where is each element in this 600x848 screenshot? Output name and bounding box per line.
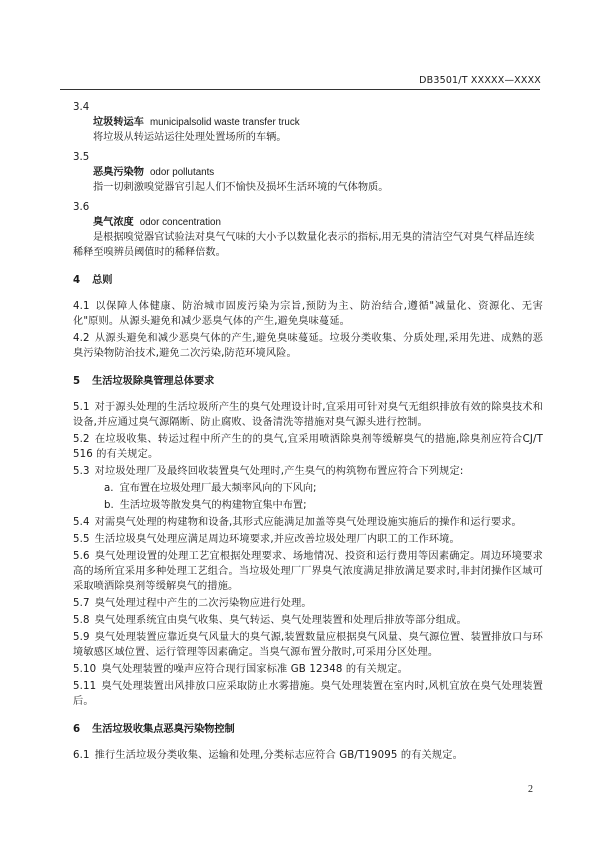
section-number: 5 [73, 376, 81, 387]
term-name-en: odor concentration [139, 217, 221, 228]
clause [73, 515, 543, 530]
clause [73, 630, 543, 660]
clause-number: 6.1 [73, 750, 90, 761]
clause-text: 以保障人体健康、防治城市固废污染为宗旨,预防为主、防治结合,遵循"减量化、资源化、无害化"原则。从源头避免和减少恶臭气体的产生,避免臭味蔓延。 [73, 301, 543, 327]
clause [73, 613, 543, 628]
clause-number: 5.9 [73, 632, 90, 643]
section-title: 生活垃圾除臭管理总体要求 [92, 376, 215, 387]
clause-number: 5.3 [73, 466, 90, 477]
term-name-en: odor pollutants [149, 167, 215, 178]
page-number: 2 [528, 784, 533, 795]
term-name-cn: 臭气浓度 [93, 217, 134, 228]
term-number: 3.5 [73, 152, 90, 163]
clause [73, 331, 543, 361]
section-number: 4 [73, 275, 81, 286]
clause-number: 5.7 [73, 598, 90, 609]
section-title: 总则 [92, 275, 113, 286]
clause-text: 臭气处理过程中产生的二次污染物应进行处理。 [94, 598, 312, 609]
term-definition: 指一切刺激嗅觉器官引起人们不愉快及损坏生活环境的气体物质。 [93, 182, 389, 193]
clause-text: 臭气处理装置的噪声应符合现行国家标准 GB 12348 的有关规定。 [101, 664, 408, 675]
clause-text: 生活垃圾臭气处理应满足周边环境要求,并应改善垃圾处理厂内职工的工作环境。 [94, 534, 460, 545]
clause [73, 549, 543, 594]
term-name-cn: 垃圾转运车 [93, 117, 144, 128]
page-body [73, 99, 543, 765]
clause [73, 299, 543, 329]
section-number: 6 [73, 724, 81, 735]
clause-number: 4.1 [73, 301, 90, 312]
clause-text: 在垃圾收集、转运过程中所产生的的臭气,宜采用喷洒除臭剂等缓解臭气的措施,除臭剂应符合CJ/T 516 的有关规定。 [73, 434, 543, 460]
header-rule [60, 89, 540, 90]
clause [73, 596, 543, 611]
clause-text: 臭气处理装置出风排放口应采取防止水雾措施。臭气处理装置在室内时,风机宜放在臭气处理装置后。 [73, 681, 543, 707]
clause-text: 臭气处理系统宜由臭气收集、臭气转运、臭气处理装置和处理后排放等部分组成。 [94, 615, 467, 626]
clause-number: 5.6 [73, 551, 90, 562]
list-item-text: 宜布置在垃圾处理厂最大频率风向的下风向; [119, 483, 317, 494]
term-number: 3.4 [73, 102, 90, 113]
term-definition: 将垃圾从转运站运往处理处置场所的车辆。 [93, 132, 287, 143]
clause-number: 5.8 [73, 615, 90, 626]
clause [73, 662, 543, 677]
list-item [73, 481, 543, 496]
document-code: DB3501/T XXXXX—XXXX [419, 75, 541, 86]
clause-number: 5.4 [73, 517, 90, 528]
clause [73, 400, 543, 430]
list-item-label: a. [104, 483, 114, 494]
clause-number: 5.1 [73, 402, 90, 413]
clause-number: 5.10 [73, 664, 97, 675]
term-name-en: municipalsolid waste transfer truck [149, 117, 300, 128]
section-heading [73, 273, 543, 288]
clause-text: 臭气处理装置应靠近臭气风量大的臭气源,装置数量应根据臭气风量、臭气源位置、装置排放口与环境敏感区域位置、运行管理等因素确定。当臭气源布置分散时,可采用分区处理。 [73, 632, 543, 658]
list-item-text: 生活垃圾等散发臭气的构建物宜集中布置; [119, 500, 307, 511]
clause-number: 5.11 [73, 681, 97, 692]
list-item-label: b. [104, 500, 114, 511]
clause-number: 5.2 [73, 434, 90, 445]
clause [73, 464, 543, 479]
clause-number: 5.5 [73, 534, 90, 545]
term-definition: 是根据嗅觉器官试验法对臭气气味的大小予以数量化表示的指标,用无臭的清洁空气对臭气样品连续稀释至嗅辨员阈值时的稀释倍数。 [73, 232, 535, 258]
clause [73, 432, 543, 462]
term-heading [73, 115, 543, 130]
clause-text: 对于源头处理的生活垃圾所产生的臭气处理设计时,宜采用可针对臭气无组织排放有效的除臭技术和设备,并应通过臭气源隔断、防止腐败、设备清洗等措施对臭气源头进行控制。 [73, 402, 543, 428]
term-name-cn: 恶臭污染物 [93, 167, 144, 178]
section-heading [73, 374, 543, 389]
term-heading [73, 215, 543, 230]
section-title: 生活垃圾收集点恶臭污染物控制 [92, 724, 235, 735]
section-heading [73, 722, 543, 737]
clause-number: 4.2 [73, 333, 90, 344]
term-heading [73, 165, 543, 180]
clause [73, 748, 543, 763]
term-number: 3.6 [73, 202, 90, 213]
clause-text: 臭气处理设置的处理工艺宜根据处理要求、场地情况、投资和运行费用等因素确定。周边环境要求高的场所宜采用多种处理工艺组合。当垃圾处理厂厂界臭气浓度满足排放满足要求时,非封闭操作区域可采取喷洒除臭剂等缓解臭气的措施。 [73, 551, 543, 592]
clause-text: 推行生活垃圾分类收集、运输和处理,分类标志应符合 GB/T19095 的有关规定。 [94, 750, 463, 761]
list-item [73, 498, 543, 513]
clause [73, 532, 543, 547]
clause-text: 从源头避免和减少恶臭气体的产生,避免臭味蔓延。垃圾分类收集、分质处理,采用先进、成熟的恶臭污染物防治技术,避免二次污染,防范环境风险。 [73, 333, 543, 359]
clause [73, 679, 543, 709]
clause-text: 对垃圾处理厂及最终回收装置臭气处理时,产生臭气的构筑物布置应符合下列规定: [94, 466, 464, 477]
clause-text: 对需臭气处理的构建物和设备,其形式应能满足加盖等臭气处理设施实施后的操作和运行要求。 [94, 517, 522, 528]
